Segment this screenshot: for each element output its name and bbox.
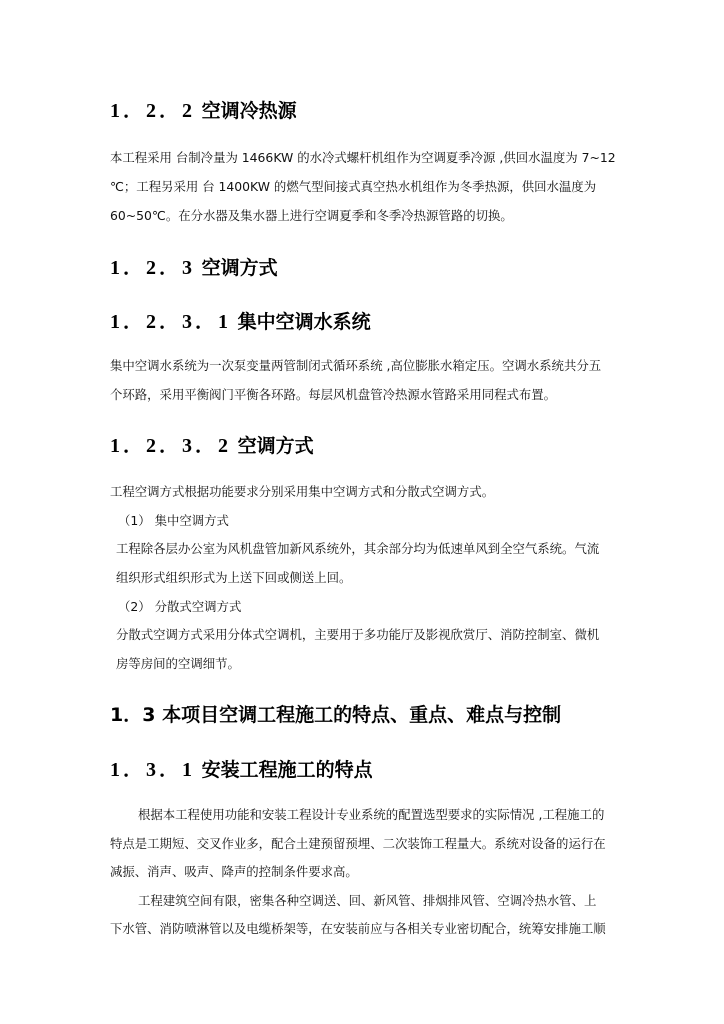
paragraph-line: 减振、消声、吸声、降声的控制条件要求高。 — [110, 864, 358, 879]
heading-number: 1．3．1 — [110, 759, 195, 781]
heading-1-2-3-2 — [110, 429, 314, 458]
heading-title: 空调方式 — [237, 435, 314, 457]
paragraph-line: 工程建筑空间有限，密集各种空调送、回、新风管、排烟排风管、空调冷热水管、上 — [138, 893, 597, 908]
heading-1-3 — [110, 700, 561, 727]
heading-number: 1．3 — [110, 704, 156, 726]
paragraph-line: 组织形式组织形式为上送下回或侧送上回。 — [116, 570, 352, 585]
list-label: （1） 集中空调方式 — [118, 513, 229, 528]
paragraph-line: 集中空调水系统为一次泵变量两管制闭式循环系统 ,高位膨胀水箱定压。空调水系统共分五 — [110, 358, 602, 373]
paragraph-line: 根据本工程使用功能和安装工程设计专业系统的配置选型要求的实际情况 ,工程施工的 — [138, 807, 605, 822]
heading-title: 集中空调水系统 — [237, 311, 371, 333]
paragraph-line: 工程除各层办公室为风机盘管加新风系统外，其余部分均为低速单风到全空气系统。气流 — [116, 541, 600, 556]
heading-number: 1．2．3．1 — [110, 311, 231, 333]
paragraph-line: ℃；工程另采用 台 1400KW 的燃气型间接式真空热水机组作为冬季热源，供回水温度为 — [110, 179, 597, 194]
heading-title: 空调方式 — [201, 257, 278, 279]
paragraph-line: 下水管、消防喷淋管以及电缆桥架等，在安装前应与各相关专业密切配合，统筹安排施工顺 — [110, 921, 606, 936]
heading-title: 安装工程施工的特点 — [201, 759, 373, 781]
paragraph-line: 60~50℃。在分水器及集水器上进行空调夏季和冬季冷热源管路的切换。 — [110, 208, 513, 223]
heading-1-2-3-1 — [110, 305, 371, 334]
paragraph-line: 分散式空调方式采用分体式空调机，主要用于多功能厅及影视欣赏厅、消防控制室、微机 — [116, 627, 600, 642]
paragraph-line: 房等房间的空调细节。 — [116, 656, 240, 671]
heading-1-2-2 — [110, 94, 297, 123]
heading-number: 1．2．3．2 — [110, 435, 231, 457]
heading-1-2-3 — [110, 251, 278, 280]
list-label: （2） 分散式空调方式 — [118, 599, 242, 614]
heading-1-3-1 — [110, 753, 373, 782]
heading-number: 1．2．3 — [110, 257, 195, 279]
heading-number: 1．2．2 — [110, 100, 195, 122]
paragraph-line: 工程空调方式根据功能要求分别采用集中空调方式和分散式空调方式。 — [110, 484, 495, 499]
paragraph-line: 本工程采用 台制冷量为 1466KW 的水冷式螺杆机组作为空调夏季冷源 ,供回水温度为 7~12 — [110, 150, 616, 165]
paragraph-line: 个环路，采用平衡阀门平衡各环路。每层风机盘管冷热源水管路采用同程式布置。 — [110, 387, 557, 402]
paragraph-line: 特点是工期短、交叉作业多，配合土建预留预埋、二次装饰工程量大。系统对设备的运行在 — [110, 836, 606, 851]
heading-title: 本项目空调工程施工的特点、重点、难点与控制 — [162, 704, 562, 726]
heading-title: 空调冷热源 — [201, 100, 297, 122]
